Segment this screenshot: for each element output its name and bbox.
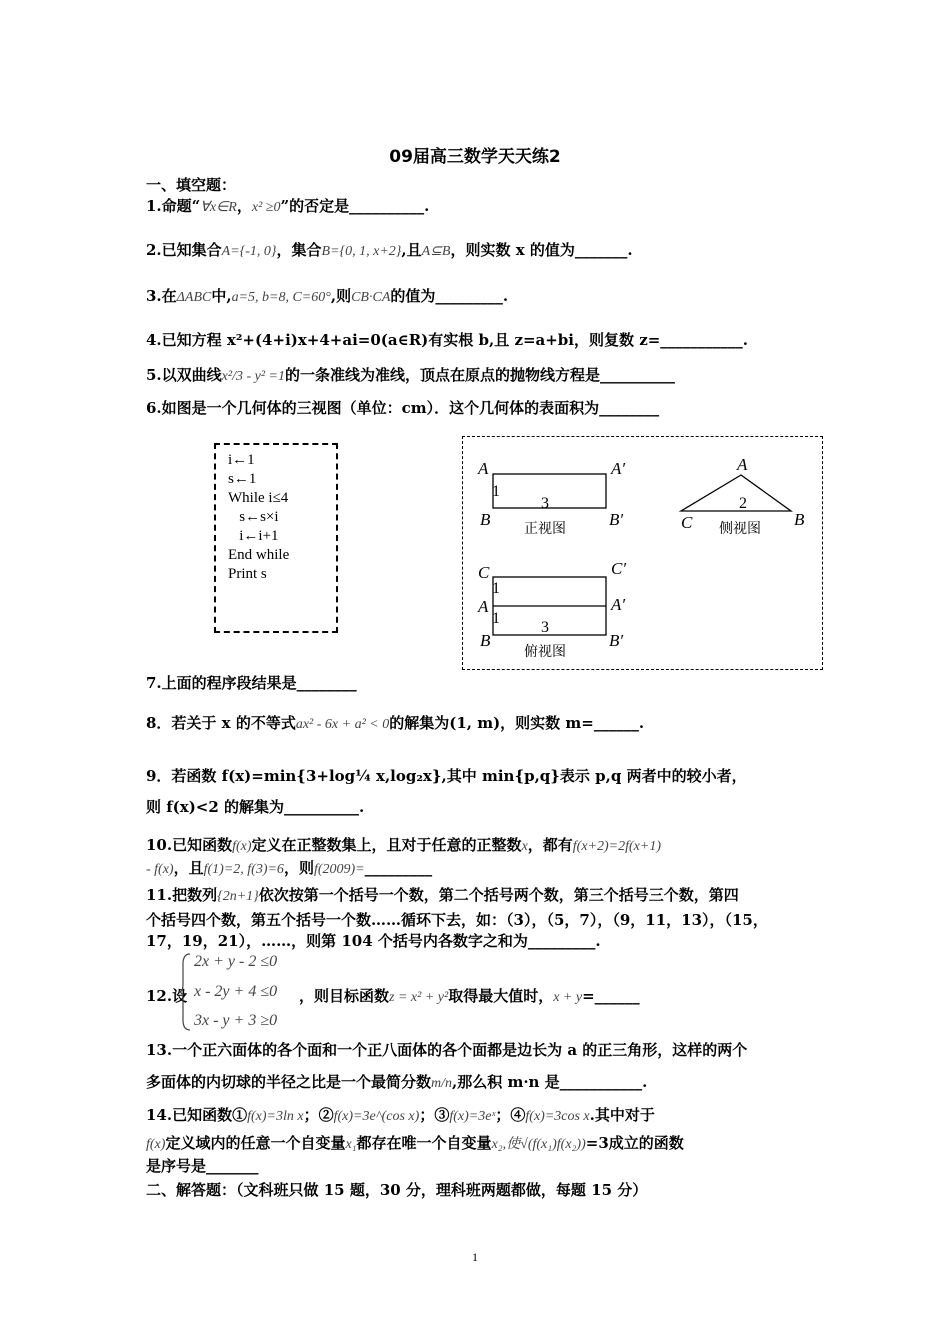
constraint-3: 3x - y + 3 ≥0 (194, 1012, 278, 1029)
question-2: 2.已知集合A={-1, 0}，集合B={0, 1, x+2},且A⊆B，则实数 x 的值为_______. (146, 241, 633, 259)
top-label-r3: B′ (609, 631, 624, 650)
side-label-right: B (794, 510, 805, 529)
constraint-brace (178, 952, 192, 1032)
front-caption: 正视图 (524, 521, 566, 537)
code-line: i←i+1 (228, 528, 279, 544)
question-11-line-2: 个括号四个数，第五个括号一个数……循环下去，如：（3），（5，7），（9，11，13），（15， (146, 911, 768, 929)
top-label-l2: A (478, 597, 489, 616)
three-view-drawing (463, 437, 824, 671)
code-line: Print s (228, 566, 267, 582)
page-title: 09届高三数学天天练2 (389, 147, 561, 167)
question-13-line-2: 多面体的内切球的半径之比是一个最简分数m/n,那么积 m·n 是___________. (146, 1073, 648, 1091)
question-1: 1.命题“∀x∈R，x² ≥0”的否定是__________. (146, 197, 430, 215)
question-14-line-3: 是序号是_______ (146, 1157, 259, 1175)
question-7: 7.上面的程序段结果是________ (146, 674, 357, 692)
top-label-l1: C (478, 563, 490, 582)
code-line: s←s×i (228, 509, 279, 525)
code-line: While i≤4 (228, 490, 289, 506)
top-caption: 俯视图 (524, 644, 566, 660)
question-4: 4.已知方程 x²+(4+i)x+4+ai=0(a∈R)有实根 b,且 z=a+bi，则复数 z=___________. (146, 331, 749, 349)
front-view-rect (493, 474, 606, 508)
top-height-1: 1 (492, 580, 500, 597)
side-width: 2 (739, 495, 747, 512)
top-label-l3: B (480, 631, 491, 650)
front-label-bl: B (480, 510, 491, 529)
front-height: 1 (492, 483, 500, 500)
question-12-prefix: 12.设 (146, 987, 188, 1005)
section-fill-in: 一、填空题： (146, 176, 237, 194)
side-label-left: C (681, 513, 693, 532)
top-width: 3 (541, 619, 549, 636)
question-9-line-1: 9．若函数 f(x)=min{3+log¼ x,log₂x},其中 min{p,q}表示 p,q 两者中的较小者， (146, 767, 747, 785)
top-label-r2: A′ (611, 595, 626, 614)
top-height-2: 1 (492, 610, 500, 627)
front-label-br: B′ (609, 510, 624, 529)
code-line: s←1 (228, 471, 257, 487)
question-13-line-1: 13.一个正六面体的各个面和一个正八面体的各个面都是边长为 a 的正三角形，这样的两个 (146, 1041, 748, 1059)
question-9-line-2: 则 f(x)<2 的解集为__________. (146, 798, 365, 816)
three-view-figure (462, 436, 823, 670)
code-line: End while (228, 547, 290, 563)
constraint-1: 2x + y - 2 ≤0 (194, 953, 278, 970)
section-solve: 二、解答题：（文科班只做 15 题，30 分，理科班两题都做，每题 15 分） (146, 1181, 648, 1199)
question-12-body: ，则目标函数z = x² + y²取得最大值时，x + y=______ (299, 987, 640, 1005)
side-view-triangle (681, 475, 791, 511)
page-number: 1 (472, 1250, 478, 1264)
question-14-line-2: f(x)定义域内的任意一个自变量x₁都存在唯一个自变量x₂,使√(f(x₁)f(x₂))=3成立的函数 (146, 1134, 684, 1152)
question-11-line-3: 17，19，21），……，则第 104 个括号内各数字之和为_________. (146, 932, 601, 950)
front-label-tr: A′ (611, 459, 626, 478)
question-8: 8．若关于 x 的不等式ax² - 6x + a² < 0的解集为(1, m)，则实数 m=______. (146, 714, 645, 732)
question-11-line-1: 11.把数列{2n+1}依次按第一个括号一个数，第二个括号两个数，第三个括号三个数，第四 (146, 886, 739, 904)
front-label-tl: A (478, 459, 489, 478)
program-code-box (214, 443, 338, 633)
code-line: i←1 (228, 452, 255, 468)
side-label-top: A (737, 455, 748, 474)
top-label-r1: C′ (611, 559, 627, 578)
question-10-line-1: 10.已知函数f(x)定义在正整数集上，且对于任意的正整数x，都有f(x+2)=2f(x+1) (146, 836, 661, 854)
question-3: 3.在ΔABC中,a=5, b=8, C=60°,则CB·CA的值为_________. (146, 287, 509, 305)
question-14-line-1: 14.已知函数①f(x)=3ln x；②f(x)=3e^(cos x)；③f(x)=3eˣ；④f(x)=3cos x.其中对于 (146, 1106, 655, 1124)
question-10-line-2: - f(x)，且f(1)=2, f(3)=6，则f(2009)=_________ (146, 859, 433, 877)
constraint-2: x - 2y + 4 ≤0 (194, 983, 278, 1000)
side-caption: 侧视图 (719, 521, 761, 537)
front-width: 3 (541, 495, 549, 512)
question-6: 6.如图是一个几何体的三视图（单位：cm）．这个几何体的表面积为________ (146, 399, 660, 417)
question-5: 5.以双曲线x²/3 - y² =1的一条准线为准线，顶点在原点的抛物线方程是__________ (146, 366, 676, 384)
